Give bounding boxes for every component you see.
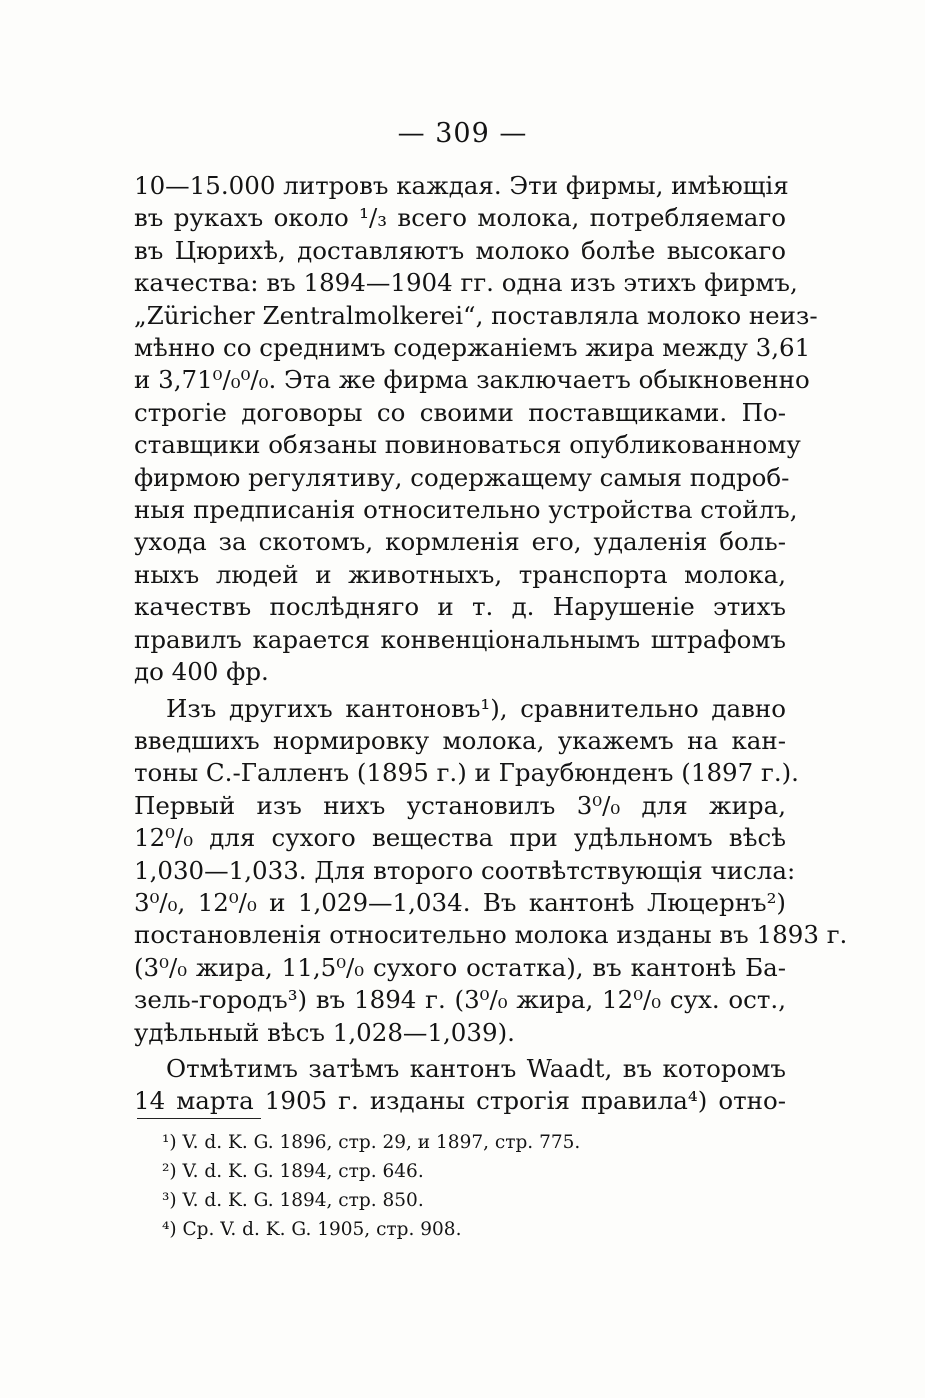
footnote-1: ¹) V. d. K. G. 1896, стр. 29, и 1897, стр. 775.: [162, 1132, 581, 1153]
text-line: 1,030—1,033. Для второго соотвѣтствующія числа:: [134, 855, 796, 885]
text-line: и 3,71⁰/₀⁰/₀. Эта же фирма заключаетъ обыкновенно: [134, 365, 810, 395]
text-line: 12⁰/₀ для сухого вещества при удѣльномъ вѣсѣ: [134, 823, 786, 853]
text-line: ныхъ людей и животныхъ, транспорта молока,: [134, 559, 786, 589]
text-line: Изъ другихъ кантоновъ¹), сравнительно давно: [166, 693, 786, 723]
paragraph-3: [134, 1053, 786, 1118]
page-number: — 309 —: [397, 118, 528, 149]
text-line: качествъ послѣдняго и т. д. Нарушеніе этихъ: [134, 592, 786, 622]
text-line: введшихъ нормировку молока, укажемъ на кан-: [134, 725, 786, 755]
text-line: мѣнно со среднимъ содержаніемъ жира между 3,61: [134, 333, 811, 363]
footnote-2: ²) V. d. K. G. 1894, стр. 646.: [162, 1161, 424, 1182]
text-line: до 400 фр.: [134, 657, 269, 687]
text-line: ставщики обязаны повиноваться опубликованному: [134, 430, 801, 460]
footnotes: [162, 1128, 580, 1244]
text-line: тоны С.-Галленъ (1895 г.) и Граубюнденъ (1897 г.).: [134, 758, 799, 788]
footnote-divider: [137, 1118, 261, 1119]
text-line: ныя предписанія относительно устройства стойлъ,: [134, 495, 798, 525]
paragraph-1: [134, 170, 818, 689]
text-line: качества: въ 1894—1904 гг. одна изъ этихъ фирмъ,: [134, 268, 798, 298]
text-line: Первый изъ нихъ установилъ 3⁰/₀ для жира,: [134, 790, 786, 820]
paragraph-2: [134, 693, 848, 1049]
footnote-3: ³) V. d. K. G. 1894, стр. 850.: [162, 1190, 424, 1211]
text-line: (3⁰/₀ жира, 11,5⁰/₀ сухого остатка), въ кантонѣ Ба-: [134, 952, 786, 982]
text-line: правилъ карается конвенціональнымъ штрафомъ: [134, 624, 786, 654]
text-line: въ Цюрихѣ, доставляютъ молоко болѣе высокаго: [134, 235, 786, 265]
text-line: 3⁰/₀, 12⁰/₀ и 1,029—1,034. Въ кантонѣ Люцернъ²): [134, 887, 786, 917]
text-line: постановленія относительно молока изданы въ 1893 г.: [134, 920, 848, 950]
text-line: удѣльный вѣсъ 1,028—1,039).: [134, 1017, 515, 1047]
text-line: въ рукахъ около ¹/₃ всего молока, потребляемаго: [134, 203, 786, 233]
text-line: зель-городъ³) въ 1894 г. (3⁰/₀ жира, 12⁰/₀ сух. ост.,: [134, 985, 786, 1015]
footnote-4: ⁴) Ср. V. d. K. G. 1905, стр. 908.: [162, 1219, 462, 1240]
text-line: 10—15.000 литровъ каждая. Эти фирмы, имѣющія: [134, 171, 789, 200]
text-line: строгіе договоры со своими поставщиками. По-: [134, 397, 786, 427]
text-line: фирмою регулятиву, содержащему самыя подроб-: [134, 462, 790, 492]
text-line: ухода за скотомъ, кормленія его, удаленія боль-: [134, 527, 786, 557]
body-text: [134, 170, 848, 1122]
text-line: Отмѣтимъ затѣмъ кантонъ Waadt, въ которомъ: [166, 1053, 786, 1083]
text-line: „Züricher Zentralmolkerei“, поставляла молоко неиз-: [134, 300, 818, 330]
text-line: 14 марта 1905 г. изданы строгія правила⁴) отно-: [134, 1086, 786, 1116]
